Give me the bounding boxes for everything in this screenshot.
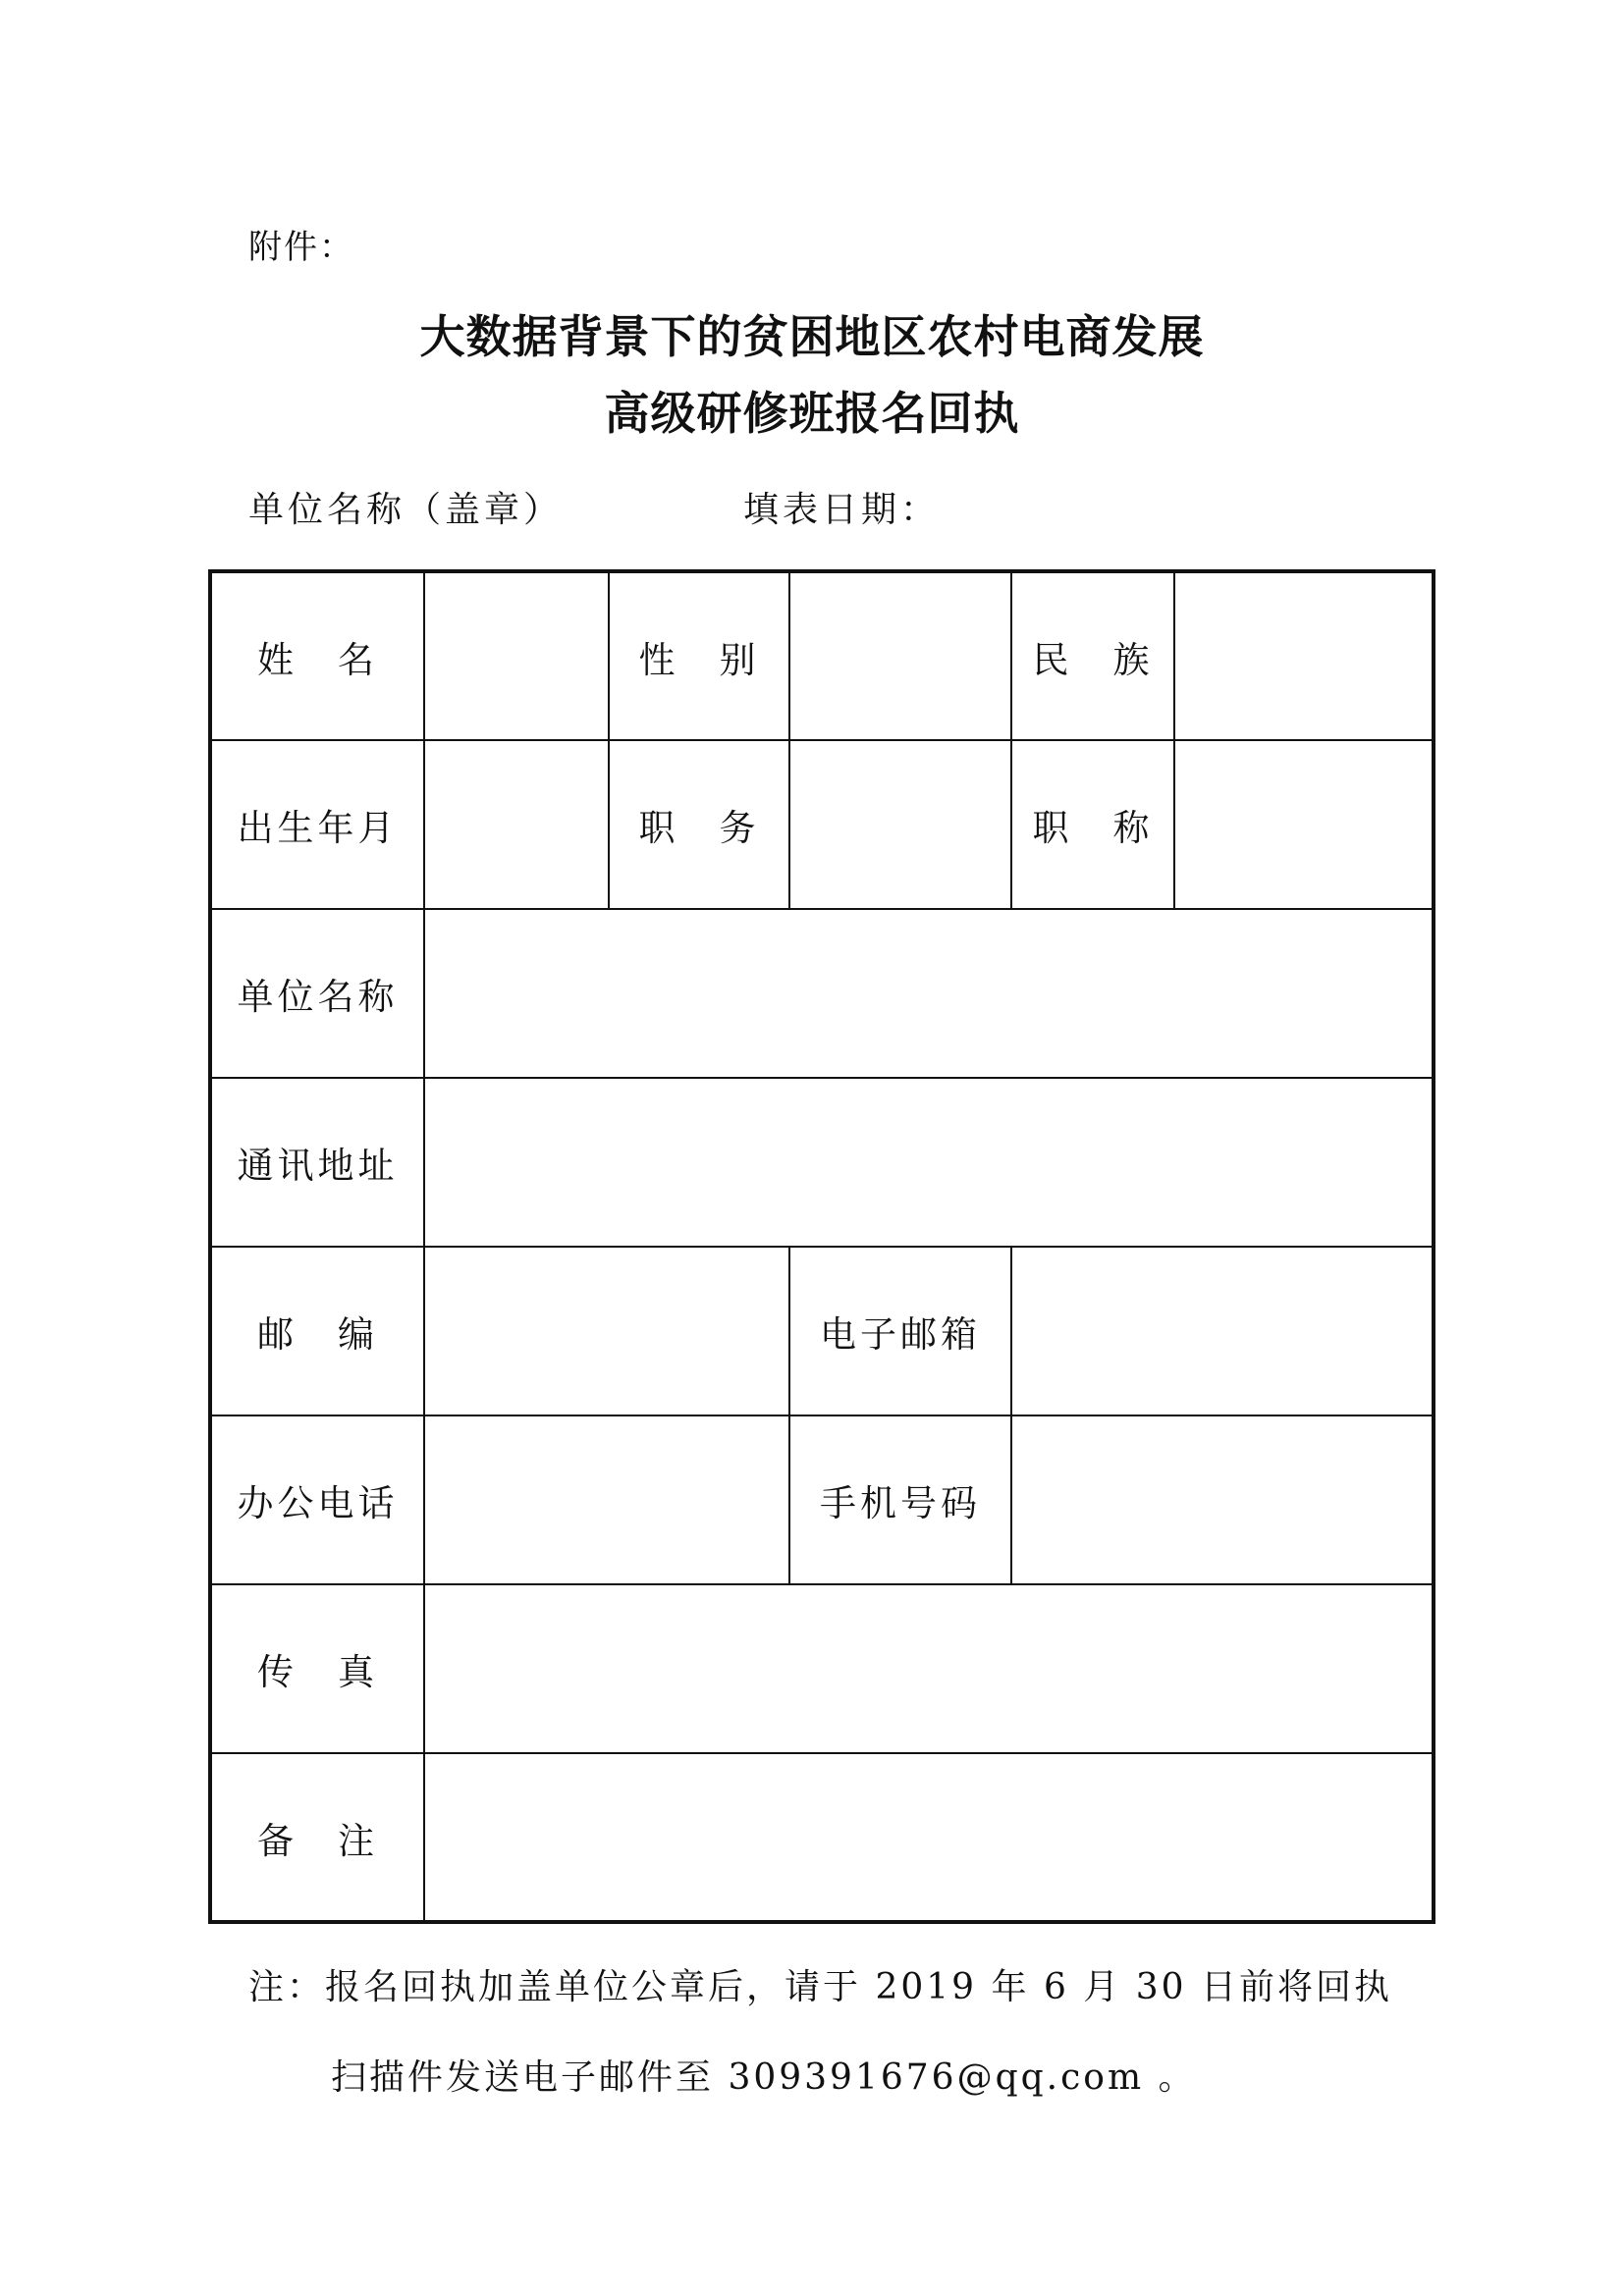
postcode-field[interactable] bbox=[424, 1247, 789, 1415]
postcode-label: 邮 编 bbox=[210, 1247, 424, 1415]
address-field[interactable] bbox=[424, 1078, 1434, 1247]
table-row bbox=[210, 1753, 1434, 1922]
table-row bbox=[210, 740, 1434, 909]
name-label: 姓 名 bbox=[210, 571, 424, 740]
gender-field[interactable] bbox=[789, 571, 1011, 740]
table-row bbox=[210, 1584, 1434, 1753]
name-field[interactable] bbox=[424, 571, 609, 740]
table-row bbox=[210, 1247, 1434, 1415]
table-row bbox=[210, 1415, 1434, 1584]
table-row bbox=[210, 1078, 1434, 1247]
registration-form-table bbox=[208, 569, 1435, 1924]
fax-field[interactable] bbox=[424, 1584, 1434, 1753]
document-title-line-2: 高级研修班报名回执 bbox=[604, 387, 1020, 440]
table-row bbox=[210, 571, 1434, 740]
attachment-label: 附件： bbox=[248, 228, 354, 267]
mobile-label: 手机号码 bbox=[789, 1415, 1011, 1584]
table-row bbox=[210, 909, 1434, 1078]
professional-title-field[interactable] bbox=[1174, 740, 1434, 909]
position-label: 职 务 bbox=[609, 740, 789, 909]
remarks-label: 备 注 bbox=[210, 1753, 424, 1922]
birth-date-field[interactable] bbox=[424, 740, 609, 909]
document-title-line-1: 大数据背景下的贫困地区农村电商发展 bbox=[419, 310, 1205, 363]
unit-name-field[interactable] bbox=[424, 909, 1434, 1078]
birth-date-label: 出生年月 bbox=[210, 740, 424, 909]
office-phone-field[interactable] bbox=[424, 1415, 789, 1584]
mobile-field[interactable] bbox=[1011, 1415, 1434, 1584]
ethnicity-field[interactable] bbox=[1174, 571, 1434, 740]
address-label: 通讯地址 bbox=[210, 1078, 424, 1247]
office-phone-label: 办公电话 bbox=[210, 1415, 424, 1584]
note-line-2: 扫描件发送电子邮件至 309391676@qq.com 。 bbox=[331, 2057, 1197, 2098]
fax-label: 传 真 bbox=[210, 1584, 424, 1753]
email-field[interactable] bbox=[1011, 1247, 1434, 1415]
professional-title-label: 职 称 bbox=[1011, 740, 1174, 909]
note-line-1: 注：报名回执加盖单位公章后，请于 2019 年 6 月 30 日前将回执 bbox=[248, 1967, 1392, 2007]
unit-stamp-label: 单位名称（盖章） bbox=[248, 490, 564, 530]
email-label: 电子邮箱 bbox=[789, 1247, 1011, 1415]
remarks-field[interactable] bbox=[424, 1753, 1434, 1922]
ethnicity-label: 民 族 bbox=[1011, 571, 1174, 740]
gender-label: 性 别 bbox=[609, 571, 789, 740]
unit-name-label: 单位名称 bbox=[210, 909, 424, 1078]
position-field[interactable] bbox=[789, 740, 1011, 909]
fill-date-label: 填表日期： bbox=[743, 490, 941, 530]
